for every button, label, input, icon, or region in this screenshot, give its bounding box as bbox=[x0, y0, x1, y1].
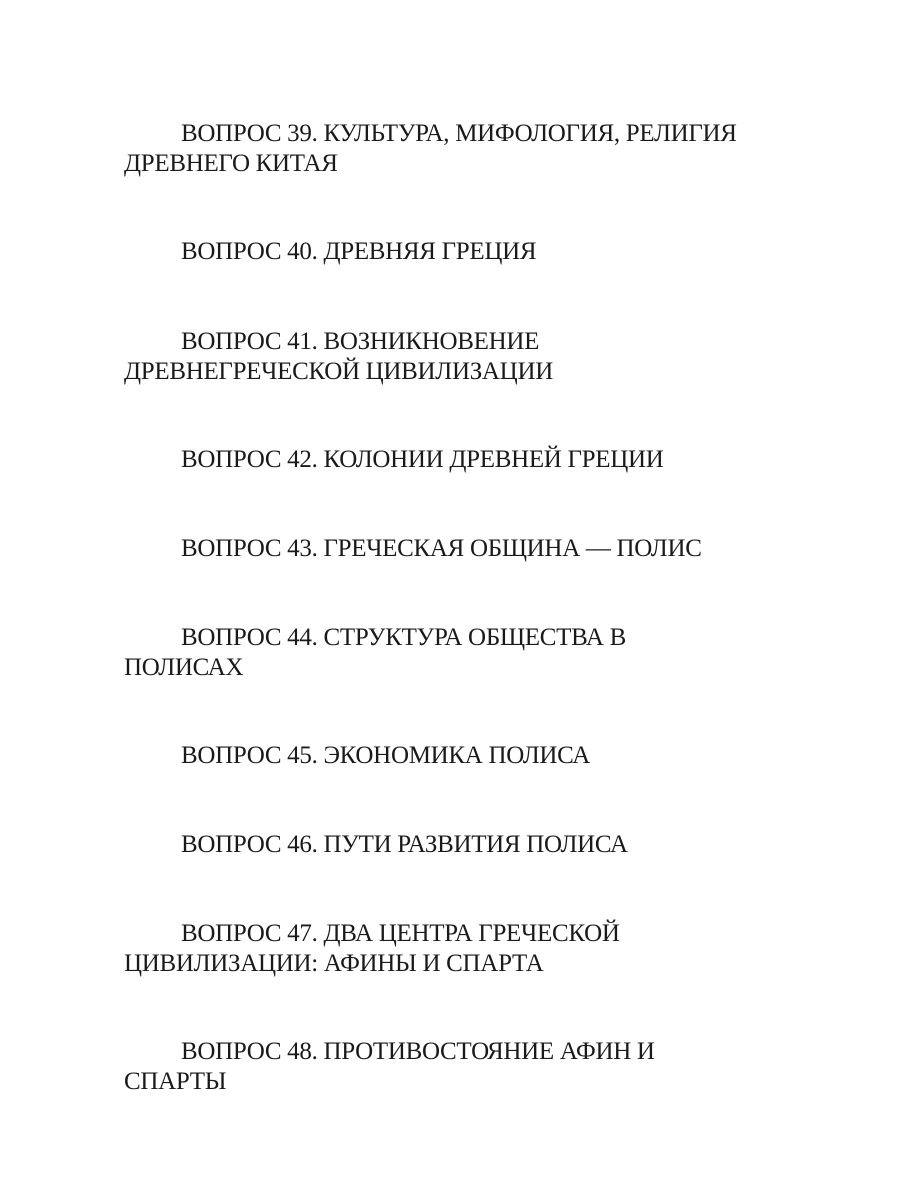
toc-entry-40[interactable] bbox=[124, 237, 784, 267]
toc-entry-line1: ВОПРОС 40. ДРЕВНЯЯ ГРЕЦИЯ bbox=[181, 238, 537, 265]
toc-entry-line1: ВОПРОС 44. СТРУКТУРА ОБЩЕСТВА В bbox=[181, 624, 626, 651]
toc-entry-line1: ВОПРОС 43. ГРЕЧЕСКАЯ ОБЩИНА — ПОЛИС bbox=[181, 535, 702, 562]
toc-entry-44[interactable] bbox=[124, 623, 784, 683]
toc-entry-46[interactable] bbox=[124, 830, 784, 860]
toc-entry-line1: ВОПРОС 42. КОЛОНИИ ДРЕВНЕЙ ГРЕЦИИ bbox=[181, 446, 664, 473]
toc-entry-41[interactable] bbox=[124, 327, 784, 387]
toc-entry-line2: ДРЕВНЕГРЕЧЕСКОЙ ЦИВИЛИЗАЦИИ bbox=[124, 358, 553, 385]
toc-entry-line2: ПОЛИСАХ bbox=[124, 654, 244, 681]
toc-entry-line1: ВОПРОС 41. ВОЗНИКНОВЕНИЕ bbox=[181, 328, 540, 355]
toc-entry-43[interactable] bbox=[124, 534, 784, 564]
toc-entry-47[interactable] bbox=[124, 919, 784, 979]
toc-entry-39[interactable] bbox=[124, 119, 784, 179]
toc-entry-line1: ВОПРОС 46. ПУТИ РАЗВИТИЯ ПОЛИСА bbox=[181, 831, 628, 858]
toc-entry-line1: ВОПРОС 39. КУЛЬТУРА, МИФОЛОГИЯ, РЕЛИГИЯ bbox=[181, 120, 737, 147]
toc-entry-line2: ЦИВИЛИЗАЦИИ: АФИНЫ И СПАРТА bbox=[124, 950, 544, 977]
toc-entry-line1: ВОПРОС 48. ПРОТИВОСТОЯНИЕ АФИН И bbox=[181, 1038, 655, 1065]
toc-entry-45[interactable] bbox=[124, 741, 784, 771]
toc-entry-line2: СПАРТЫ bbox=[124, 1068, 227, 1095]
toc-entry-line2: ДРЕВНЕГО КИТАЯ bbox=[124, 150, 338, 177]
toc-entry-48[interactable] bbox=[124, 1037, 784, 1097]
toc-entry-42[interactable] bbox=[124, 445, 784, 475]
toc-entry-line1: ВОПРОС 47. ДВА ЦЕНТРА ГРЕЧЕСКОЙ bbox=[181, 920, 620, 947]
toc-entry-line1: ВОПРОС 45. ЭКОНОМИКА ПОЛИСА bbox=[181, 742, 591, 769]
